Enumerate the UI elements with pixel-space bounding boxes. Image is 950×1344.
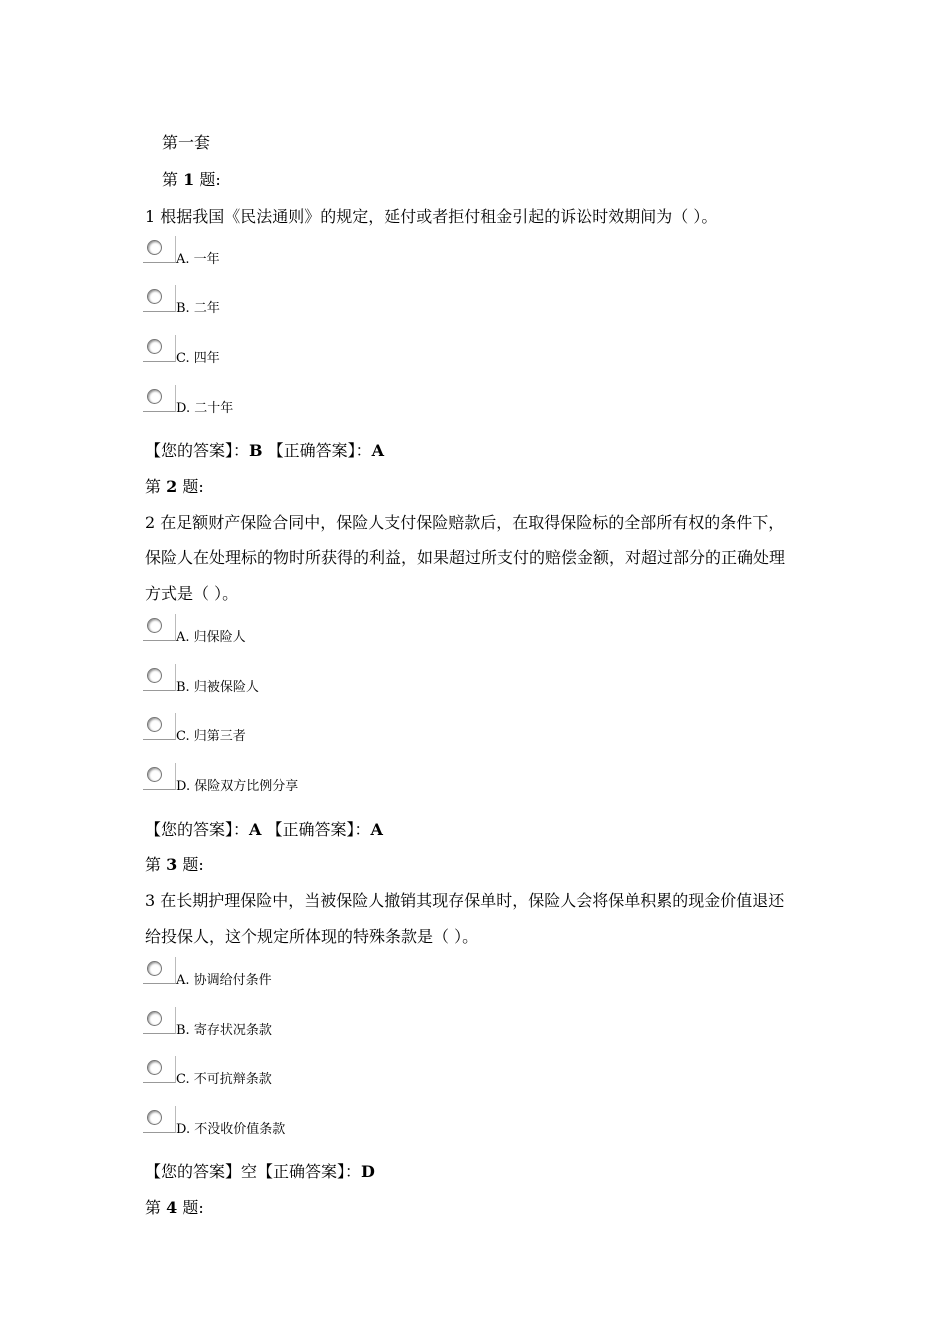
your-answer-value: B [249, 441, 263, 460]
radio-icon [147, 389, 162, 404]
radio-icon [147, 668, 162, 683]
question-heading-prefix: 第 [145, 855, 167, 874]
question-heading [145, 474, 204, 497]
answer-line [145, 438, 384, 461]
radio-button[interactable] [143, 957, 176, 984]
question-text: 2 在足额财产保险合同中，保险人支付保险赔款后，在取得保险标的全部所有权的条件下， [145, 513, 785, 532]
radio-button[interactable] [143, 1007, 176, 1034]
radio-button[interactable] [143, 664, 176, 691]
radio-icon [147, 717, 162, 732]
question-heading [145, 852, 204, 875]
option-label: C. 四年 [176, 351, 220, 366]
option-label: D. 保险双方比例分享 [176, 779, 299, 794]
question-number: 1 [183, 170, 195, 189]
radio-button[interactable] [143, 614, 176, 641]
question-heading-suffix: 题: [177, 477, 204, 496]
option-label: B. 二年 [176, 301, 220, 316]
option-label: C. 不可抗辩条款 [176, 1072, 272, 1087]
radio-icon [147, 618, 162, 633]
question-heading [145, 1195, 204, 1218]
radio-icon [147, 961, 162, 976]
question-heading-suffix: 题: [177, 1198, 204, 1217]
question-number: 2 [166, 477, 178, 496]
radio-button[interactable] [143, 1106, 176, 1133]
correct-answer-label: 【正确答案】： [266, 820, 371, 839]
question-heading-suffix: 题: [177, 855, 204, 874]
your-answer-label: 【您的答案】： [145, 820, 250, 839]
option-label: B. 寄存状况条款 [176, 1023, 272, 1038]
radio-button[interactable] [143, 335, 176, 362]
answer-line [145, 1159, 375, 1182]
radio-button[interactable] [143, 713, 176, 740]
set-title: 第一套 [162, 133, 211, 152]
radio-icon [147, 289, 162, 304]
question-number: 3 [166, 855, 178, 874]
question-text: 3 在长期护理保险中，当被保险人撤销其现存保单时，保险人会将保单积累的现金价值退还 [145, 891, 785, 910]
question-heading-suffix: 题: [194, 170, 221, 189]
correct-answer-value: D [361, 1162, 375, 1181]
radio-button[interactable] [143, 385, 176, 412]
correct-answer-value: A [371, 441, 385, 460]
option-label: A. 一年 [176, 252, 220, 267]
radio-button[interactable] [143, 236, 176, 263]
question-heading-prefix: 第 [162, 170, 184, 189]
your-answer-label: 【您的答案】空 [145, 1162, 258, 1181]
option-label: A. 归保险人 [176, 630, 246, 645]
radio-button[interactable] [143, 285, 176, 312]
question-text: 1 根据我国《民法通则》的规定，延付或者拒付租金引起的诉讼时效期间为（ ）。 [145, 207, 718, 226]
option-label: D. 二十年 [176, 401, 234, 416]
radio-icon [147, 1011, 162, 1026]
option-label: D. 不没收价值条款 [176, 1122, 286, 1137]
radio-icon [147, 339, 162, 354]
question-text: 方式是（ ）。 [145, 584, 239, 603]
radio-icon [147, 767, 162, 782]
question-number: 4 [166, 1198, 178, 1217]
correct-answer-value: A [370, 820, 383, 839]
correct-answer-label: 【正确答案】： [267, 441, 372, 460]
radio-icon [147, 240, 162, 255]
option-label: C. 归第三者 [176, 729, 246, 744]
your-answer-label: 【您的答案】： [145, 441, 250, 460]
your-answer-value: A [249, 820, 262, 839]
option-label: A. 协调给付条件 [176, 973, 272, 988]
question-heading-prefix: 第 [145, 477, 167, 496]
question-text: 保险人在处理标的物时所获得的利益，如果超过所支付的赔偿金额，对超过部分的正确处理 [145, 548, 786, 567]
question-heading [162, 167, 221, 190]
radio-button[interactable] [143, 1056, 176, 1083]
question-heading-prefix: 第 [145, 1198, 167, 1217]
correct-answer-label: 【正确答案】： [257, 1162, 362, 1181]
radio-icon [147, 1060, 162, 1075]
radio-icon [147, 1110, 162, 1125]
question-text: 给投保人，这个规定所体现的特殊条款是（ ）。 [145, 927, 479, 946]
radio-button[interactable] [143, 763, 176, 790]
option-label: B. 归被保险人 [176, 680, 259, 695]
answer-line [145, 817, 383, 840]
